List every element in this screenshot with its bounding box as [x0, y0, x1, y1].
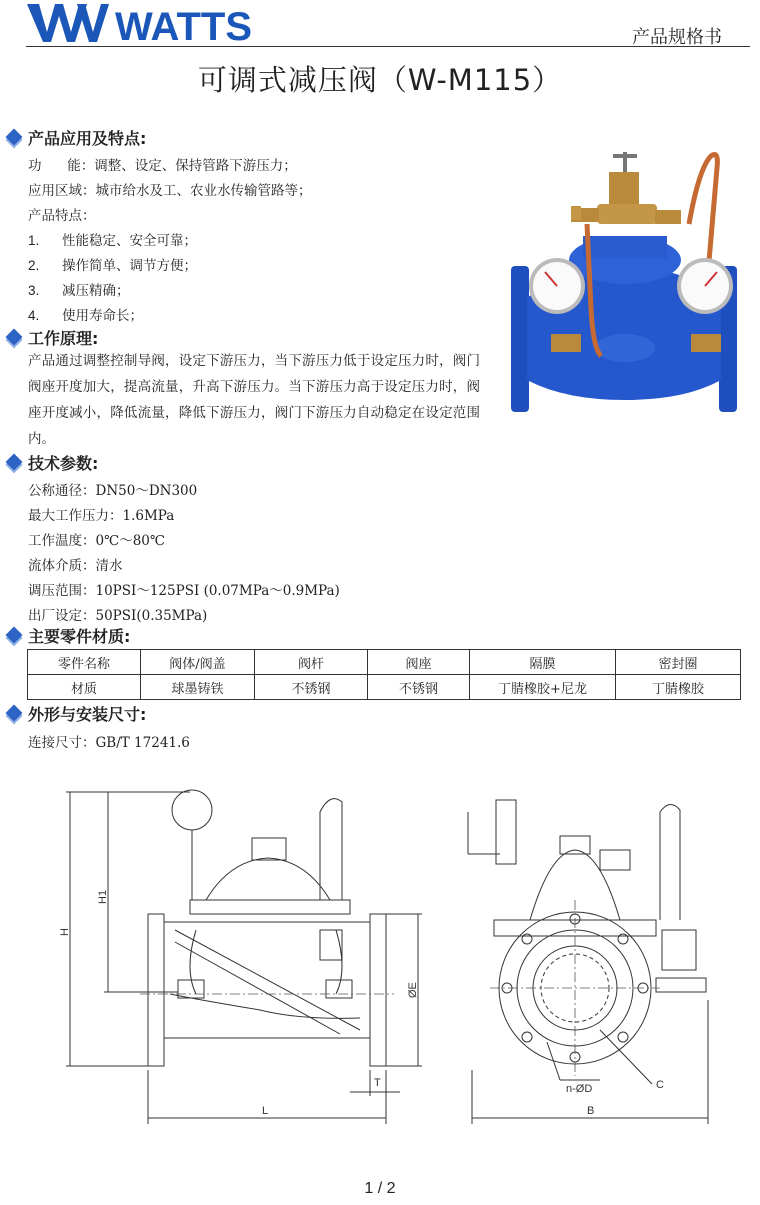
dim-label-h: H	[59, 928, 71, 936]
table-cell: 阀座	[368, 650, 470, 675]
dim-label-h1: H1	[97, 889, 109, 904]
spec-line: 调压范围：10PSI～125PSI (0.07MPa～0.9MPa)	[28, 583, 340, 599]
dim-label-l: L	[262, 1105, 269, 1117]
spec-line: 最大工作压力：1.6MPa	[28, 508, 175, 524]
feature-item: 1. 性能稳定、安全可靠；	[28, 233, 197, 249]
table-row	[28, 675, 741, 700]
section-heading-dimensions: 外形与安装尺寸:	[6, 702, 146, 724]
doc-type-label: 产品规格书	[632, 27, 722, 48]
dim-label-nd: n-ØD	[566, 1083, 593, 1095]
spec-line: 出厂设定：50PSI(0.35MPa)	[28, 608, 208, 624]
feature-item: 4. 使用寿命长；	[28, 308, 143, 324]
table-cell: 丁腈橡胶	[616, 675, 741, 700]
diamond-bullet-icon	[6, 329, 23, 346]
section-heading-specs: 技术参数:	[6, 451, 98, 473]
connection-size-line: 连接尺寸：GB/T 17241.6	[28, 735, 190, 751]
area-line: 应用区域：城市给水及工、农业水传输管路等；	[28, 183, 312, 199]
table-cell: 丁腈橡胶+尼龙	[470, 675, 616, 700]
table-cell: 不锈钢	[368, 675, 470, 700]
features-label: 产品特点：	[28, 208, 96, 224]
dim-label-c: C	[656, 1079, 664, 1091]
spec-line: 公称通径：DN50～DN300	[28, 483, 198, 499]
diamond-bullet-icon	[6, 454, 23, 471]
diamond-bullet-icon	[6, 627, 23, 644]
table-cell: 阀杆	[255, 650, 368, 675]
section-heading-materials: 主要零件材质:	[6, 624, 130, 646]
dim-label-t: T	[374, 1077, 381, 1089]
header-rule	[26, 46, 750, 47]
brand-text: WATTS	[115, 5, 253, 44]
table-cell: 阀体/阀盖	[141, 650, 255, 675]
section-heading-principle: 工作原理:	[6, 326, 98, 348]
table-cell: 密封圈	[616, 650, 741, 675]
table-cell: 隔膜	[470, 650, 616, 675]
page-number: 1 / 2	[364, 1180, 396, 1197]
spec-line: 工作温度：0℃～80℃	[28, 533, 165, 549]
diamond-bullet-icon	[6, 705, 23, 722]
materials-table	[27, 649, 741, 700]
dimension-drawing	[0, 780, 760, 1140]
function-line: 功 能：调整、设定、保持管路下游压力；	[28, 158, 297, 174]
dim-label-e: ØE	[407, 982, 419, 998]
table-cell: 球墨铸铁	[141, 675, 255, 700]
section-heading-text: 产品应用及特点:	[28, 128, 147, 148]
principle-paragraph: 产品通过调整控制导阀，设定下游压力，当下游压力低于设定压力时，阀门阀座开度加大，提高流量，升高下游压力。当下游压力高于设定压力时，阀座开度减小，降低流量，降低下游压力，阀门下游压力自动稳定在设定范围内。	[28, 353, 480, 447]
valve-product-photo	[505, 148, 745, 416]
diamond-bullet-icon	[6, 129, 23, 146]
dim-label-b: B	[587, 1105, 595, 1117]
spec-line: 流体介质：清水	[28, 558, 123, 574]
table-cell: 不锈钢	[255, 675, 368, 700]
watts-logo	[27, 2, 259, 44]
feature-item: 2. 操作简单、调节方便；	[28, 258, 197, 274]
table-cell: 零件名称	[28, 650, 141, 675]
page-title: 可调式减压阀（W-M115）	[197, 63, 563, 97]
table-row	[28, 650, 741, 675]
feature-item: 3. 减压精确；	[28, 283, 130, 299]
section-heading-features	[6, 126, 146, 148]
table-cell: 材质	[28, 675, 141, 700]
